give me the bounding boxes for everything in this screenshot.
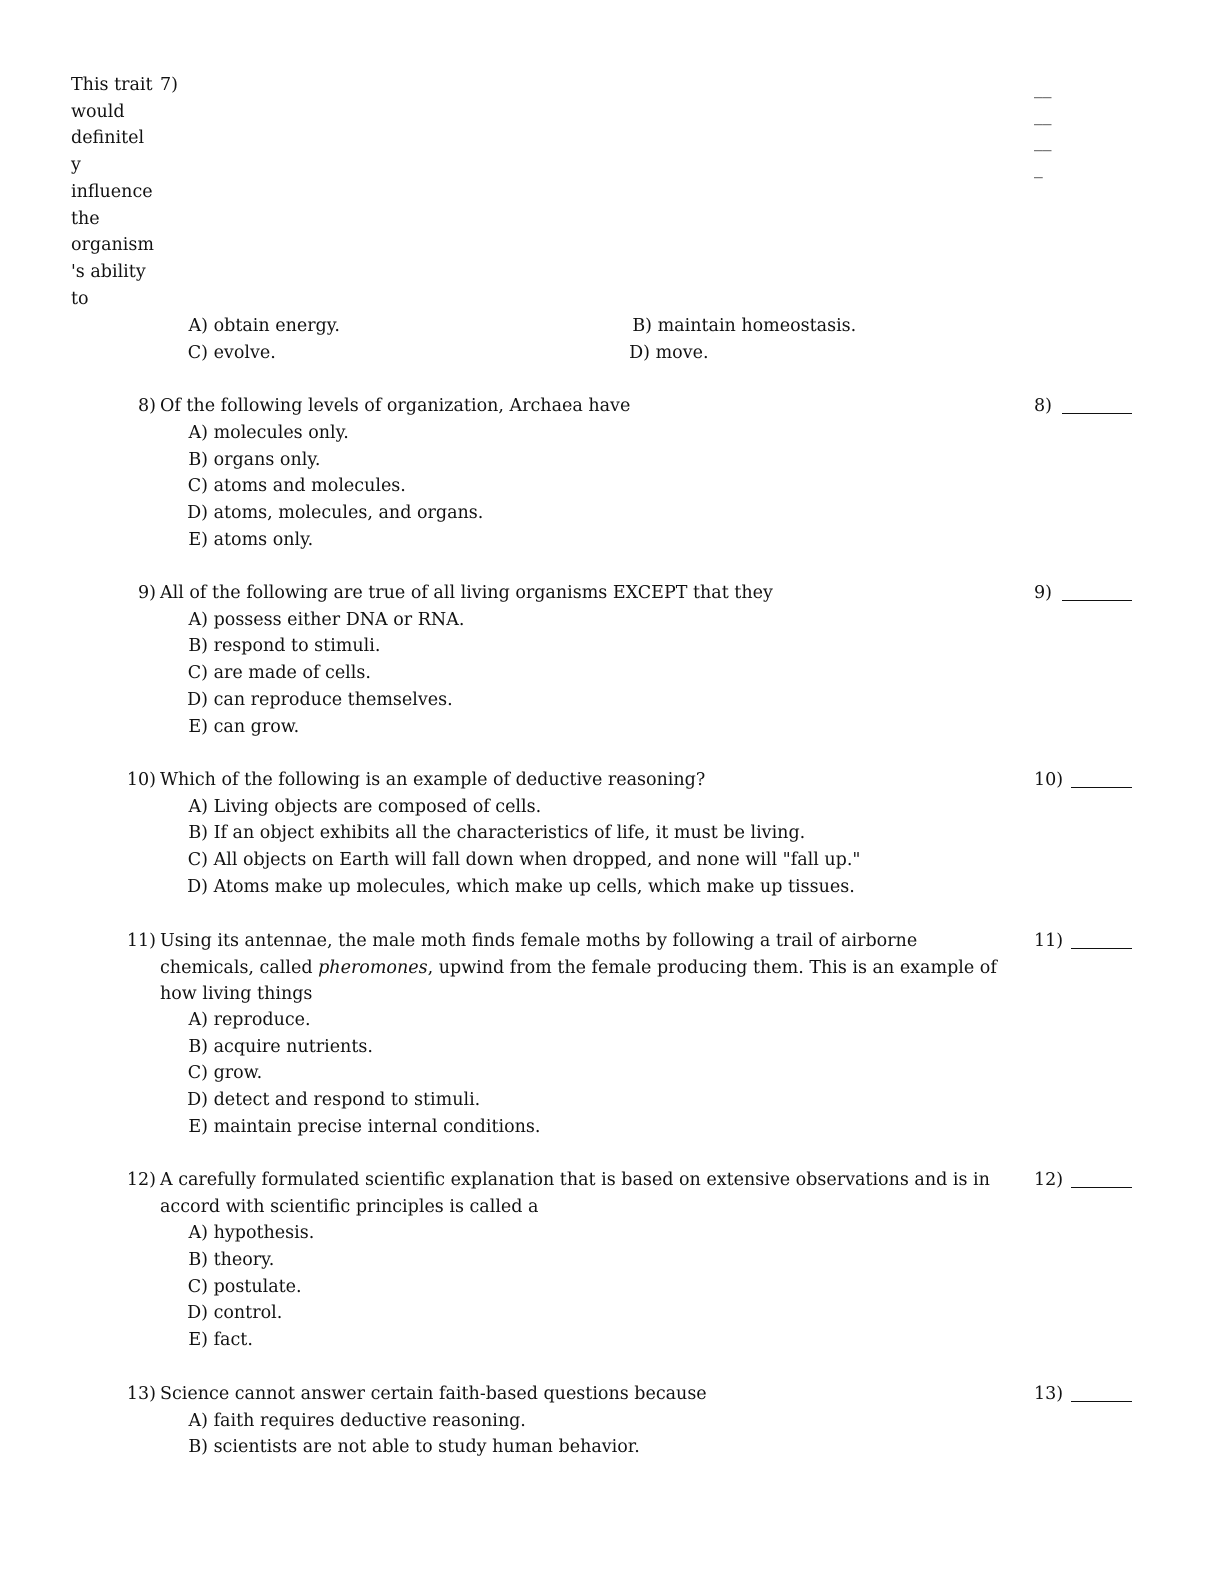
q11-text-emphasis: pheromones (318, 957, 428, 978)
q13-option-a[interactable] (180, 1408, 526, 1435)
option-text: control. (213, 1303, 283, 1323)
q11-option-e[interactable] (180, 1114, 540, 1141)
q11-answer-blank[interactable] (1071, 948, 1132, 949)
option-letter: C) (187, 850, 208, 870)
q7-option-b[interactable] (624, 313, 856, 340)
option-letter: C) (187, 1063, 208, 1083)
option-text: respond to stimuli. (213, 636, 381, 656)
option-text: acquire nutrients. (213, 1037, 373, 1057)
q12-option-d[interactable] (180, 1300, 282, 1327)
q8-option-b[interactable] (180, 447, 320, 474)
option-letter: B) (188, 1037, 208, 1057)
q12-option-b[interactable] (180, 1247, 274, 1274)
option-text: obtain energy. (213, 316, 340, 336)
q12-text: A carefully formulated scientific explanation that is based on extensive observations and is in accord with scientific principles is called a (160, 1170, 990, 1217)
option-letter: E) (188, 717, 208, 737)
option-letter: A) (188, 316, 208, 336)
q9-option-c[interactable] (180, 660, 371, 687)
q10-number: 10) (126, 770, 156, 790)
q8-answer-label: 8) (1034, 396, 1052, 416)
q7-stub-line: 's ability (71, 261, 146, 282)
option-text: molecules only. (213, 423, 349, 443)
option-letter: C) (187, 663, 208, 683)
q8-option-e[interactable] (180, 527, 313, 554)
q8-option-c[interactable] (180, 473, 406, 500)
option-text: scientists are not able to study human behavior. (213, 1437, 640, 1457)
q7-option-c[interactable] (180, 340, 276, 367)
option-letter: D) (629, 343, 650, 363)
q7-option-d[interactable] (622, 340, 709, 367)
q11-text (160, 928, 1010, 1008)
option-letter: C) (187, 1277, 208, 1297)
q13-answer-label: 13) (1034, 1384, 1064, 1404)
option-text: possess either DNA or RNA. (213, 610, 465, 630)
option-text: move. (655, 343, 709, 363)
q13-answer-blank[interactable] (1071, 1401, 1132, 1402)
q7-answer-dash: __ (1034, 105, 1052, 126)
option-letter: A) (188, 610, 208, 630)
option-letter: D) (187, 1090, 208, 1110)
q8-answer-blank[interactable] (1062, 413, 1132, 414)
option-text: can reproduce themselves. (213, 690, 453, 710)
q12-number: 12) (126, 1170, 156, 1190)
q10-answer-blank[interactable] (1071, 787, 1132, 788)
option-letter: C) (187, 343, 208, 363)
q7-stub-line: definitel (71, 128, 145, 149)
option-text: atoms only. (213, 530, 314, 550)
q7-stub-line: organism (71, 235, 154, 256)
q9-text: All of the following are true of all living organisms EXCEPT that they (160, 583, 773, 603)
q12-answer-blank[interactable] (1071, 1187, 1132, 1188)
q7-stub-line: This trait (71, 75, 153, 95)
q7-answer-dash: __ (1034, 79, 1052, 99)
q7-answer-dash: __ (1034, 132, 1052, 153)
option-text: Living objects are composed of cells. (213, 797, 542, 817)
q7-stub-line: y (71, 155, 81, 176)
option-letter: B) (188, 450, 208, 470)
q10-answer-label: 10) (1034, 770, 1064, 790)
q8-option-d[interactable] (180, 500, 483, 527)
option-letter: D) (187, 1303, 208, 1323)
q12-option-c[interactable] (180, 1274, 302, 1301)
q11-option-a[interactable] (180, 1007, 311, 1034)
option-letter: A) (188, 1010, 208, 1030)
option-text: can grow. (213, 717, 300, 737)
q11-option-d[interactable] (180, 1087, 480, 1114)
q9-option-b[interactable] (180, 633, 380, 660)
q7-stub-line: would (71, 101, 125, 122)
q13-number: 13) (126, 1384, 156, 1404)
option-letter: A) (188, 1411, 208, 1431)
q11-option-b[interactable] (180, 1034, 373, 1061)
option-text: grow. (213, 1063, 263, 1083)
option-text: Atoms make up molecules, which make up cells, which make up tissues. (213, 877, 855, 897)
q7-answer-blank[interactable] (1034, 76, 1052, 183)
option-letter: A) (188, 1223, 208, 1243)
q11-text-post: , upwind from the female producing them. This is an example of how living things (160, 957, 997, 1005)
option-letter: E) (188, 1330, 208, 1350)
option-letter: D) (187, 503, 208, 523)
option-letter: B) (188, 1437, 208, 1457)
q12-answer-label: 12) (1034, 1170, 1064, 1190)
option-text: If an object exhibits all the characteristics of life, it must be living. (213, 823, 806, 843)
option-text: theory. (213, 1250, 275, 1270)
q9-option-a[interactable] (180, 607, 464, 634)
q11-option-c[interactable] (180, 1060, 262, 1087)
q9-option-e[interactable] (180, 714, 299, 741)
q8-number: 8) (138, 396, 156, 416)
option-text: organs only. (213, 450, 321, 470)
option-text: evolve. (213, 343, 276, 363)
option-letter: A) (188, 423, 208, 443)
option-text: atoms, molecules, and organs. (213, 503, 484, 523)
q8-option-a[interactable] (180, 420, 349, 447)
option-letter: B) (188, 636, 208, 656)
option-text: hypothesis. (213, 1223, 315, 1243)
option-letter: E) (188, 1117, 208, 1137)
option-letter: B) (632, 316, 652, 336)
option-letter: D) (187, 877, 208, 897)
option-letter: B) (188, 823, 208, 843)
q11-number: 11) (126, 931, 156, 951)
q7-number: 7) (160, 75, 178, 95)
q7-stub-line: to (71, 288, 89, 309)
option-text: reproduce. (213, 1010, 311, 1030)
q9-answer-blank[interactable] (1062, 600, 1132, 601)
option-letter: B) (188, 1250, 208, 1270)
option-text: postulate. (213, 1277, 302, 1297)
q11-answer-label: 11) (1034, 931, 1064, 951)
q7-stub-line: the (71, 208, 100, 229)
q13-text: Science cannot answer certain faith-based questions because (160, 1384, 707, 1404)
q12-option-e[interactable] (180, 1327, 253, 1354)
option-text: atoms and molecules. (213, 476, 406, 496)
option-letter: E) (188, 530, 208, 550)
q7-answer-dash: _ (1034, 159, 1043, 180)
option-text: fact. (213, 1330, 253, 1350)
q8-text: Of the following levels of organization, Archaea have (160, 396, 631, 416)
option-text: maintain precise internal conditions. (213, 1117, 541, 1137)
q12-option-a[interactable] (180, 1220, 314, 1247)
option-letter: D) (187, 690, 208, 710)
q10-text: Which of the following is an example of deductive reasoning? (160, 770, 706, 790)
q7-option-a[interactable] (180, 313, 340, 340)
option-text: detect and respond to stimuli. (213, 1090, 481, 1110)
option-letter: C) (187, 476, 208, 496)
option-text: All objects on Earth will fall down when dropped, and none will "fall up." (213, 850, 861, 870)
q7-stub-line: influence (71, 181, 153, 202)
q13-option-b[interactable] (180, 1434, 640, 1461)
q7-stub-text (71, 72, 159, 312)
option-text: faith requires deductive reasoning. (213, 1411, 526, 1431)
q10-option-d[interactable] (180, 874, 855, 901)
q9-number: 9) (138, 583, 156, 603)
option-text: are made of cells. (213, 663, 371, 683)
option-text: maintain homeostasis. (657, 316, 857, 336)
option-letter: A) (188, 797, 208, 817)
q10-option-b[interactable] (180, 820, 805, 847)
q11-text-pre: Using its antennae, the male moth finds female moths by following a trail of airborne chemicals, called (160, 931, 918, 978)
q10-option-c[interactable] (180, 847, 860, 874)
q9-option-d[interactable] (180, 687, 453, 714)
q10-option-a[interactable] (180, 794, 541, 821)
q9-answer-label: 9) (1034, 583, 1052, 603)
